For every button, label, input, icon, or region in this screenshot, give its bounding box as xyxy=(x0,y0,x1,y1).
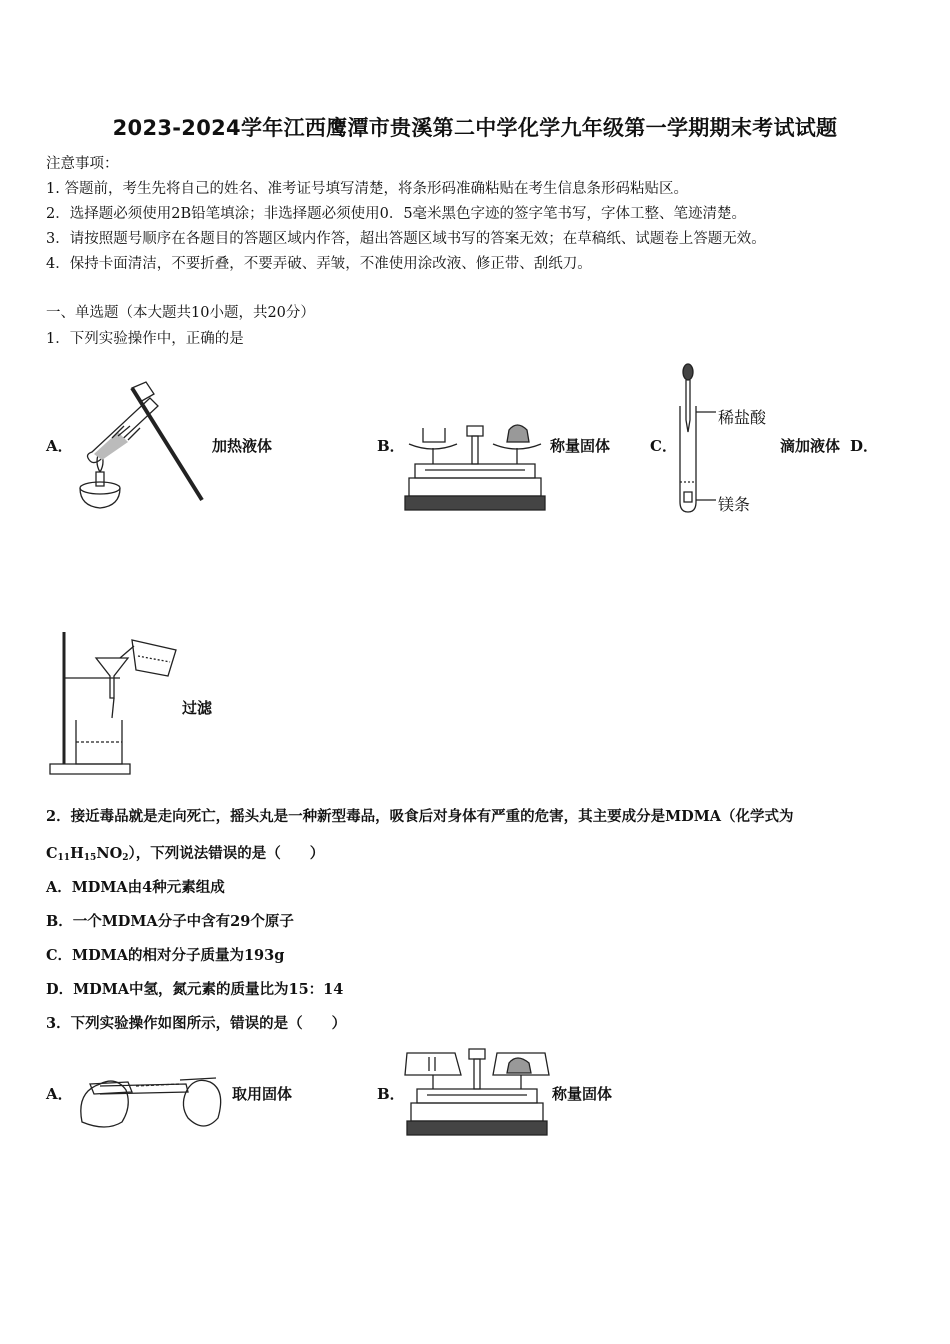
balance-figure-2 xyxy=(405,1045,550,1137)
heating-liquid-figure xyxy=(72,380,207,515)
taking-solid-figure xyxy=(76,1062,226,1134)
q2-option-d[interactable]: D．MDMA中氢，氮元素的质量比为15：14 xyxy=(46,981,344,998)
q1-option-a-label: A． xyxy=(46,437,73,455)
hydrochloric-acid-label: 稀盐酸 xyxy=(718,408,767,427)
q1-option-c-caption: 滴加液体 xyxy=(780,437,841,455)
question-2-stem: 2．接近毒品就是走向死亡，摇头丸是一种新型毒品，吸食后对身体有严重的危害，其主要成分是MDMA（化学式为 xyxy=(46,808,794,825)
section-heading: 一、单选题（本大题共10小题，共20分） xyxy=(46,305,315,321)
notice-heading: 注意事项： xyxy=(46,156,119,172)
question-3-stem: 3．下列实验操作如图所示，错误的是（ ） xyxy=(46,1015,347,1032)
q2-option-a[interactable]: A．MDMA由4种元素组成 xyxy=(46,879,225,896)
notice-item: 4．保持卡面清洁，不要折叠，不要弄破、弄皱，不准使用涂改液、修正带、刮纸刀。 xyxy=(46,256,592,272)
q1-option-d-caption: 过滤 xyxy=(182,699,213,717)
question-1-stem: 1．下列实验操作中，正确的是 xyxy=(46,331,244,347)
q3-option-b-caption: 称量固体 xyxy=(552,1085,613,1103)
q1-option-a-caption: 加热液体 xyxy=(212,437,273,455)
question-2-formula: $C_{11}H_{15}NO_2$），下列说法错误的是（ ） xyxy=(46,845,325,863)
filtration-figure xyxy=(50,628,182,776)
q2-option-b[interactable]: B．一个MDMA分子中含有29个原子 xyxy=(46,913,294,930)
q1-option-b-label: B． xyxy=(377,437,405,455)
q1-option-b-caption: 称量固体 xyxy=(550,437,611,455)
q1-option-c-label: C． xyxy=(650,437,677,455)
notice-item: 3．请按照题号顺序在各题目的答题区域内作答，超出答题区域书写的答案无效；在草稿纸、试题卷上答题无效。 xyxy=(46,231,766,247)
q2-option-c[interactable]: C．MDMA的相对分子质量为193g xyxy=(46,947,285,964)
q3-option-a-caption: 取用固体 xyxy=(232,1085,293,1103)
notice-item: 1. 答题前，考生先将自己的姓名、准考证号填写清楚，将条形码准确粘贴在考生信息条形码粘贴区。 xyxy=(46,181,688,197)
q3-option-b-label: B． xyxy=(377,1085,405,1103)
balance-figure xyxy=(405,420,545,512)
dropper-tube-figure xyxy=(676,362,716,514)
magnesium-label: 镁条 xyxy=(718,495,751,514)
page-title: 2023-2024学年江西鹰潭市贵溪第二中学化学九年级第一学期期末考试试题 xyxy=(112,116,838,140)
notice-item: 2．选择题必须使用2B铅笔填涂；非选择题必须使用0．5毫米黑色字迹的签字笔书写，字体工整、笔迹清楚。 xyxy=(46,206,747,222)
q1-option-d-label: D． xyxy=(850,437,879,455)
q3-option-a-label: A． xyxy=(46,1085,73,1103)
